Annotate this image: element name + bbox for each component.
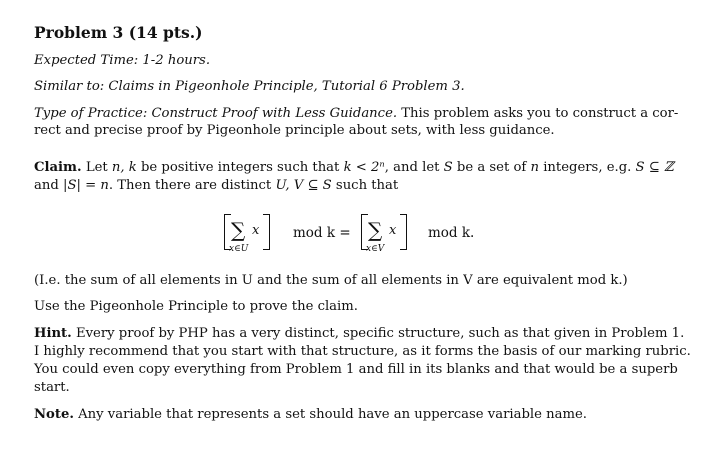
claim-text: and xyxy=(34,178,59,193)
hint-label: Hint. xyxy=(34,326,72,341)
type-label: Type of Practice: Construct Proof with Less Guidance. xyxy=(34,106,398,121)
expected-time: Expected Time: 1-2 hours. xyxy=(34,53,211,68)
left-bracket xyxy=(224,214,270,254)
claim-text: be positive integers such that xyxy=(140,160,340,175)
ie-explanation: (I.e. the sum of all elements in U and the sum of all elements in V are equivalent mod k.) xyxy=(34,273,628,288)
math-nk: n, k xyxy=(111,160,137,175)
math-card-s: |S| = n xyxy=(63,178,109,193)
math-s-subset-z: S ⊆ ℤ xyxy=(635,160,674,175)
sigma-icon: ∑ xyxy=(368,218,383,242)
right-bracket xyxy=(361,214,407,254)
claim-text: be a set of xyxy=(456,160,527,175)
note-text: Any variable that represents a set should have an uppercase variable name. xyxy=(78,407,587,422)
hint-line4: start. xyxy=(34,380,70,395)
similar-to: Similar to: Claims in Pigeonhole Principle, Tutorial 6 Problem 3. xyxy=(34,79,465,94)
math-k-lt-2n: k < 2ⁿ xyxy=(343,160,385,175)
math-n: n xyxy=(530,160,539,175)
claim-text: integers, e.g. xyxy=(543,160,632,175)
claim-text: such that xyxy=(335,178,399,193)
display-equation xyxy=(224,212,524,262)
use-php: Use the Pigeonhole Principle to prove the claim. xyxy=(34,299,358,314)
hint-text: Every proof by PHP has a very distinct, specific structure, such as that given in Problem 1. xyxy=(75,326,685,341)
sum-subscript-u: x∈U xyxy=(229,244,249,254)
sum-subscript-v: x∈V xyxy=(366,244,385,254)
claim-line1 xyxy=(34,159,674,176)
claim-text: , and let xyxy=(384,160,440,175)
type-text-2: rect and precise proof by Pigeonhole principle about sets, with less guidance. xyxy=(34,123,555,138)
claim-text: Let xyxy=(85,160,108,175)
note-label: Note. xyxy=(34,407,74,422)
summand: x xyxy=(389,223,397,238)
summand: x xyxy=(252,223,260,238)
mod-k-equals: mod k = xyxy=(293,225,351,241)
note-line xyxy=(34,406,587,423)
claim-text: . Then there are distinct xyxy=(108,178,272,193)
type-text-1: This problem asks you to construct a cor- xyxy=(401,106,679,121)
mod-k-period: mod k. xyxy=(428,225,475,241)
hint-line1 xyxy=(34,325,684,342)
hint-line3: You could even copy everything from Problem 1 and fill in its blanks and that would be a superb xyxy=(34,362,678,377)
claim-line2 xyxy=(34,177,398,194)
math-s: S xyxy=(443,160,453,175)
sigma-icon: ∑ xyxy=(231,218,246,242)
hint-line2: I highly recommend that you start with that structure, as it forms the basis of our marking rubric. xyxy=(34,344,691,359)
claim-label: Claim. xyxy=(34,160,82,175)
math-uv-subset-s: U, V ⊆ S xyxy=(275,178,332,193)
problem-title: Problem 3 (14 pts.) xyxy=(34,23,203,42)
type-of-practice-line1 xyxy=(34,105,678,122)
